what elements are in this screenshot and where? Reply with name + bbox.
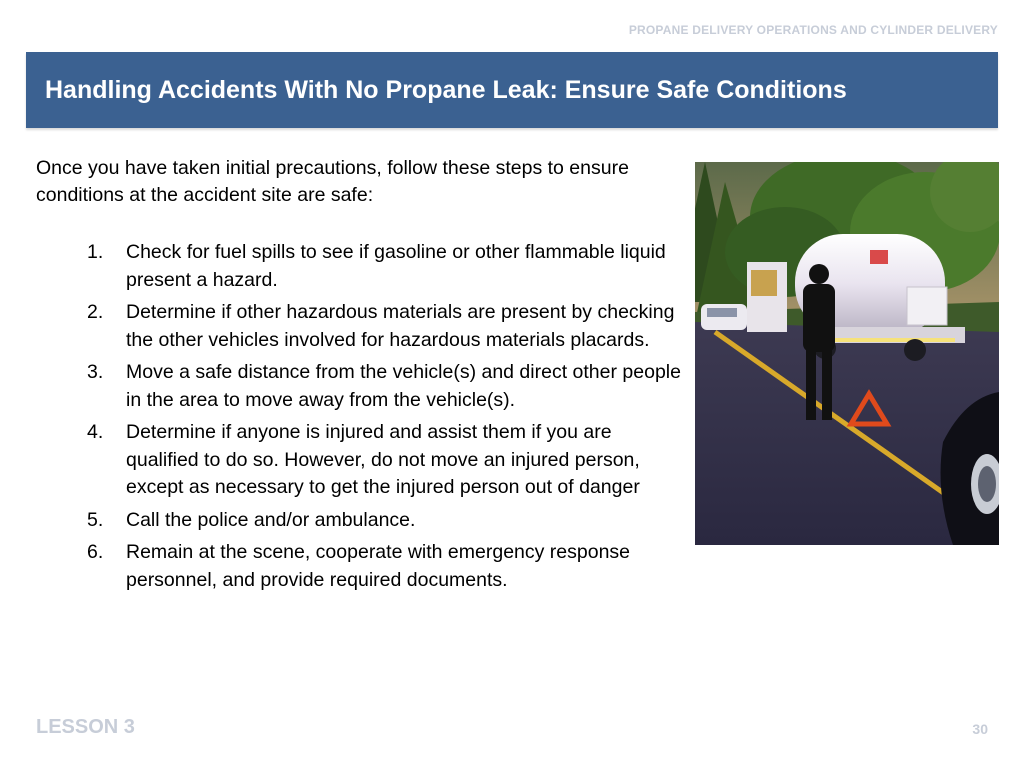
step-number: 5. <box>87 508 104 531</box>
step-item <box>36 419 686 502</box>
step-text: Remain at the scene, cooperate with emergency response personnel, and provide required documents. <box>126 541 631 591</box>
steps-list <box>36 239 686 599</box>
step-item <box>36 507 686 535</box>
step-number: 1. <box>87 241 104 263</box>
title-bar <box>26 52 998 128</box>
step-text: Determine if other hazardous materials are present by checking the other vehicles involved for hazardous materials placards. <box>126 301 675 351</box>
course-header: PROPANE DELIVERY OPERATIONS AND CYLINDER DELIVERY <box>628 23 998 37</box>
accident-scene-illustration <box>695 162 999 545</box>
step-text: Check for fuel spills to see if gasoline or other flammable liquid present a hazard. <box>126 241 666 291</box>
step-text: Determine if anyone is injured and assist them if you are qualified to do so. However, do not move an injured person, except as necessary to get the injured person out of danger <box>126 421 640 498</box>
slide-title: Handling Accidents With No Propane Leak: Ensure Safe Conditions <box>45 76 847 104</box>
step-text: Call the police and/or ambulance. <box>126 508 416 531</box>
intro-text: Once you have taken initial precautions, follow these steps to ensure conditions at the accident site are safe: <box>36 157 629 206</box>
step-text: Move a safe distance from the vehicle(s) and direct other people in the area to move away from the vehicle(s). <box>126 361 681 411</box>
step-number: 4. <box>87 421 104 443</box>
lesson-label: LESSON 3 <box>36 716 135 738</box>
step-number: 6. <box>87 541 104 563</box>
step-number: 2. <box>87 301 104 323</box>
page-number: 30 <box>972 721 988 737</box>
step-item <box>36 299 686 354</box>
step-number: 3. <box>87 361 104 383</box>
step-item <box>36 239 686 294</box>
step-item <box>36 359 686 414</box>
step-item <box>36 539 686 594</box>
